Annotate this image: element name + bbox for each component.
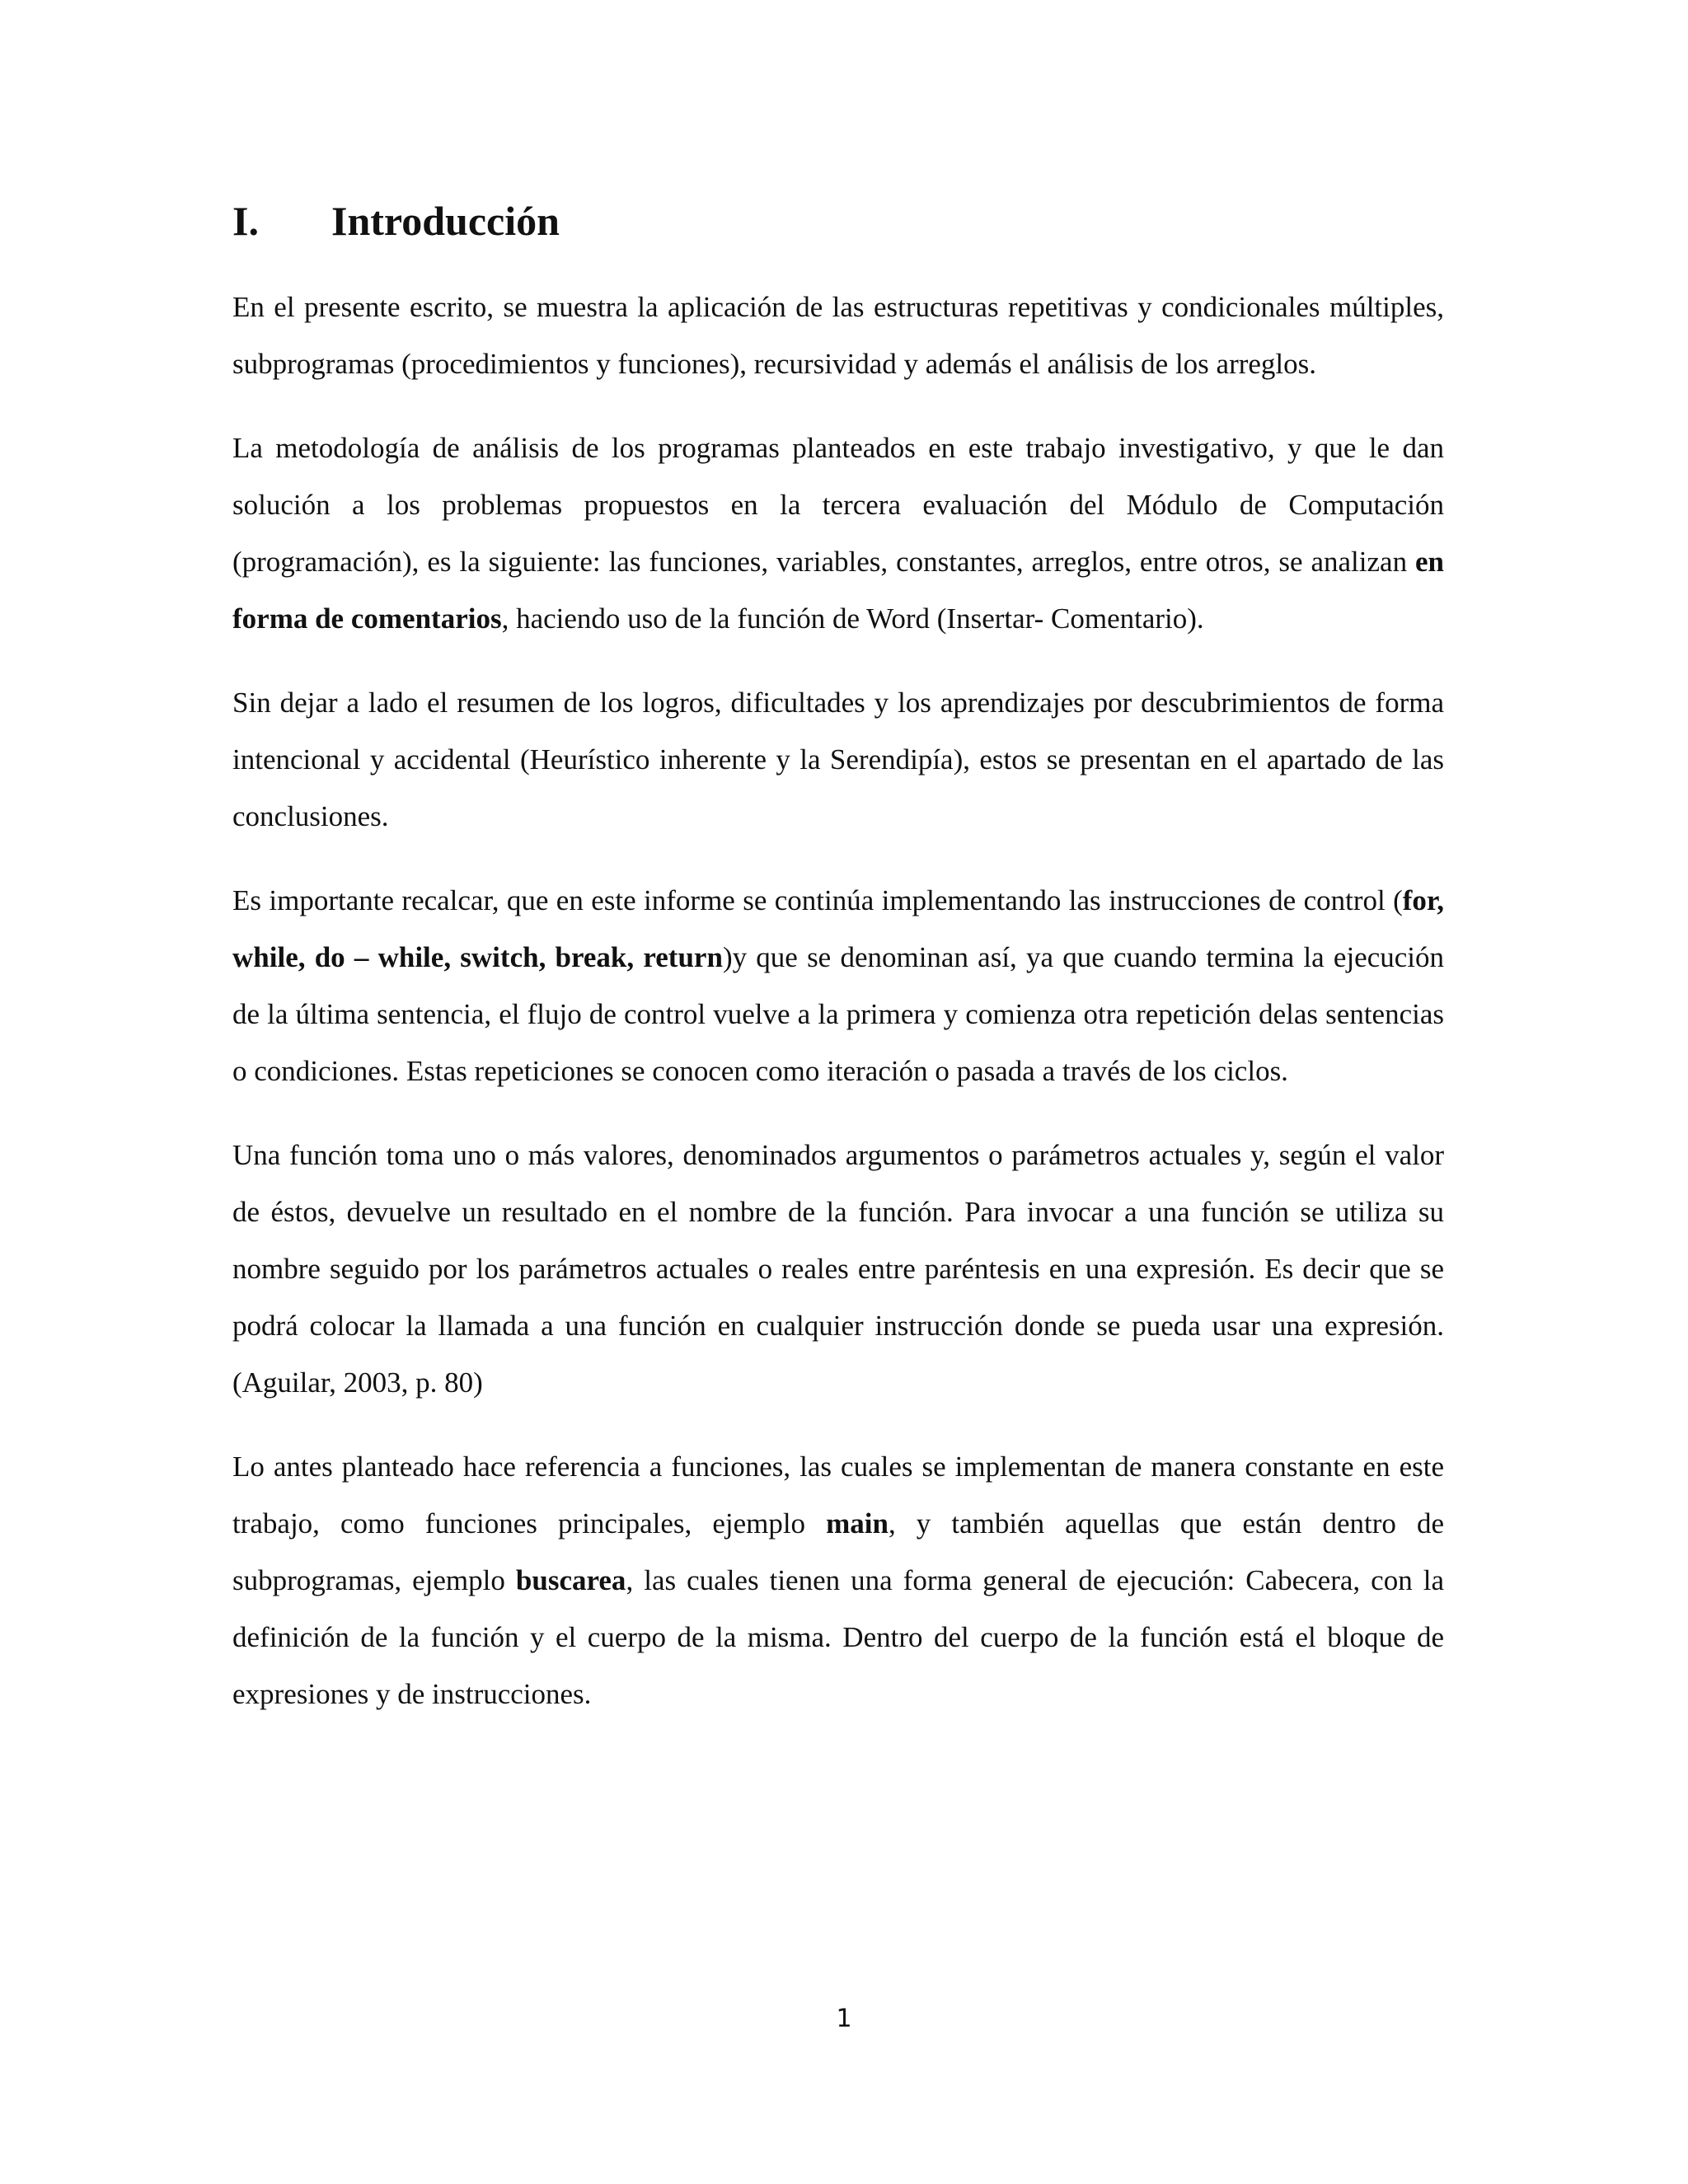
paragraph xyxy=(232,1127,1444,1411)
paragraph xyxy=(232,674,1444,845)
text-run: En el presente escrito, se muestra la aplicación de las estructuras repetitivas y condicionales múltiples, subprogramas (procedimientos y funciones), recursividad y además el análisis de los arreglos. xyxy=(232,291,1444,380)
text-run: , las cuales tienen una forma general de ejecución: Cabecera, con la definición de la función y el cuerpo de la misma. Dentro del cuerpo de la función está el bloque de expresiones y de instrucciones. xyxy=(232,1564,1445,1710)
section-number: I. xyxy=(232,198,259,244)
text-run: , y también aquellas que están dentro de subprogramas, ejemplo xyxy=(232,1507,1445,1596)
text-run: Es importante recalcar, que en este informe se continúa implementando las instrucciones de control ( xyxy=(232,884,1403,916)
bold-text: buscarea xyxy=(515,1564,626,1596)
paragraph xyxy=(232,419,1444,647)
paragraph xyxy=(232,279,1444,392)
page-content xyxy=(232,188,1444,1750)
text-run: )y que se denominan así, ya que cuando termina la ejecución de la última sentencia, el flujo de control vuelve a la primera y comienza otra repetición delas sentencias o condiciones. Estas repeticiones se conocen como iteración o pasada a través de los ciclos. xyxy=(232,941,1444,1087)
text-run: , haciendo uso de la función de Word (Insertar- Comentario). xyxy=(501,602,1204,635)
body-text xyxy=(232,279,1444,1722)
bold-text: main xyxy=(826,1507,889,1540)
paragraph xyxy=(232,872,1444,1099)
bold-text: en forma de comentarios xyxy=(232,546,1444,635)
page-number: 1 xyxy=(836,2004,852,2033)
section-title: Introducción xyxy=(331,198,560,244)
text-run: Lo antes planteado hace referencia a funciones, las cuales se implementan de manera constante en este trabajo, como funciones principales, ejemplo xyxy=(232,1451,1444,1540)
bold-text: for, while, do – while, switch, break, return xyxy=(232,884,1444,973)
text-run: La metodología de análisis de los programas planteados en este trabajo investigativo, y que le dan solución a los problemas propuestos en la tercera evaluación del Módulo de Computación (programación), es la siguiente: las funciones, variables, constantes, arreglos, entre otros, se analizan xyxy=(232,432,1444,578)
section-heading xyxy=(232,188,1444,254)
paragraph xyxy=(232,1438,1444,1722)
text-run: Una función toma uno o más valores, denominados argumentos o parámetros actuales y, según el valor de éstos, devuelve un resultado en el nombre de la función. Para invocar a una función se utiliza su nombre seguido por los parámetros actuales o reales entre paréntesis en una expresión. Es decir que se podrá colocar la llamada a una función en cualquier instrucción donde se pueda usar una expresión.(Aguilar, 2003, p. 80) xyxy=(232,1139,1444,1399)
text-run: Sin dejar a lado el resumen de los logros, dificultades y los aprendizajes por descubrimientos de forma intencional y accidental (Heurístico inherente y la Serendipía), estos se presentan en el apartado de las conclusiones. xyxy=(232,687,1444,832)
